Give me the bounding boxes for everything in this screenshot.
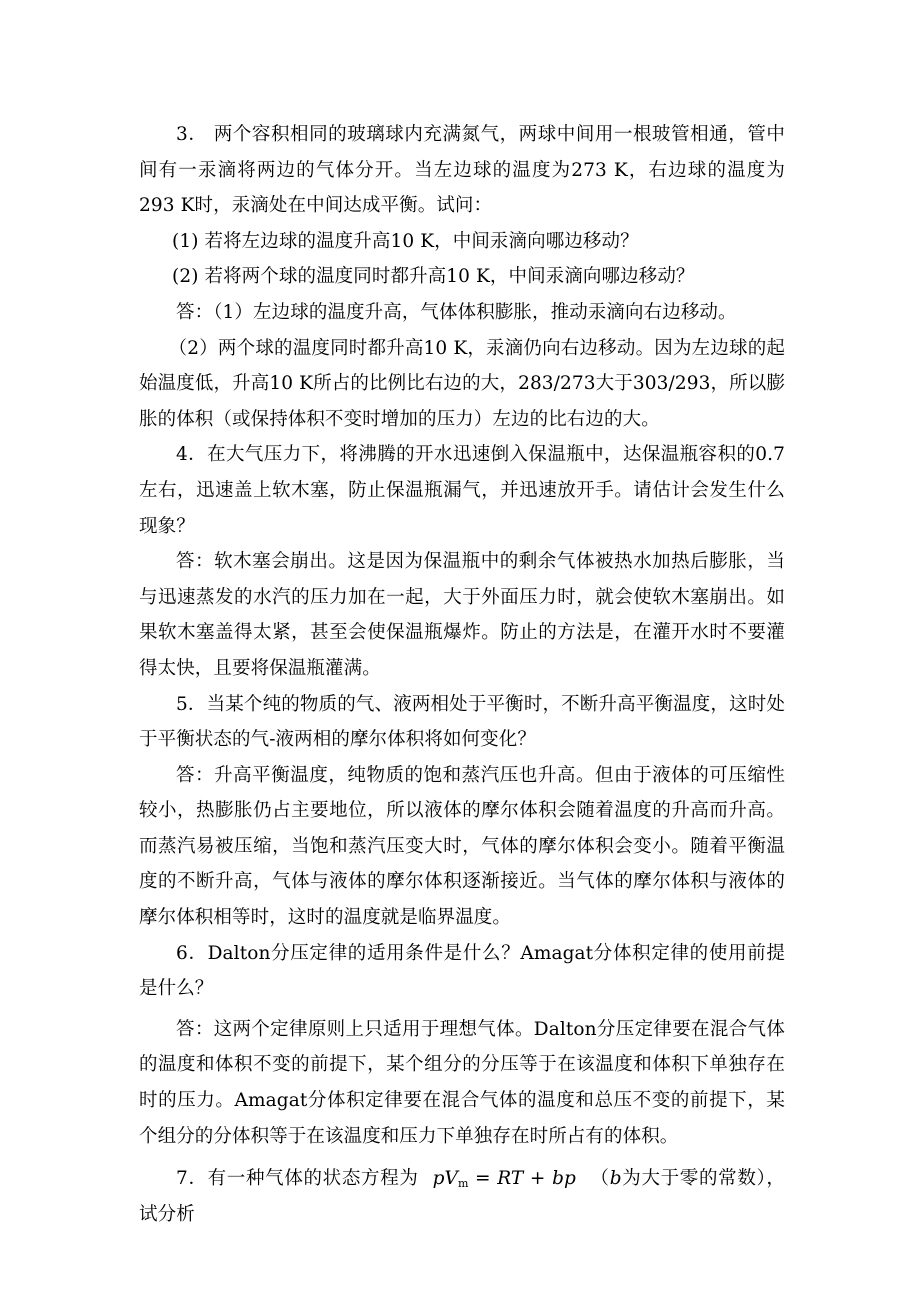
question-3: 3． 两个容积相同的玻璃球内充满氮气，两球中间用一根玻管相通，管中间有一汞滴将两边的气体分开。当左边球的温度为273 K，右边球的温度为293 K时，汞滴处在中间达成平衡。试问： <box>139 124 785 217</box>
constant-b: b <box>609 1168 622 1190</box>
question-5: 5．当某个纯的物质的气、液两相处于平衡时，不断升高平衡温度，这时处于平衡状态的气-液两相的摩尔体积将如何变化？ <box>139 693 785 751</box>
answer-6: 答：这两个定律原则上只适用于理想气体。Dalton分压定律要在混合气体的温度和体积不变的前提下，某个组分的分压等于在该温度和体积下单独存在时的压力。Amagat分体积定律要在混合气体的温度和总压不变的前提下，某个组分的分体积等于在该温度和压力下单独存在时所占有的体积。 <box>139 1018 785 1147</box>
question-7-suffix: 为大于零的常数），试分析 <box>139 1168 786 1225</box>
question-3-sub-1: (1) 若将左边球的温度升高10 K，中间汞滴向哪边移动？ <box>172 230 639 252</box>
answer-5: 答：升高平衡温度，纯物质的饱和蒸汽压也升高。但由于液体的可压缩性较小，热膨胀仍占主要地位，所以液体的摩尔体积会随着温度的升高而升高。而蒸汽易被压缩，当饱和蒸汽压变大时，气体的摩尔体积会变小。随着平衡温度的不断升高，气体与液体的摩尔体积逐渐接近。当气体的摩尔体积与液体的摩尔体积相等时，这时的温度就是临界温度。 <box>139 764 785 929</box>
question-4: 4．在大气压力下，将沸腾的开水迅速倒入保温瓶中，达保温瓶容积的0.7左右，迅速盖上软木塞，防止保温瓶漏气，并迅速放开手。请估计会发生什么现象？ <box>139 444 785 537</box>
answer-3-part-1: 答：（1）左边球的温度升高，气体体积膨胀，推动汞滴向右边移动。 <box>176 301 737 323</box>
question-7-prefix: 7．有一种气体的状态方程为 <box>176 1168 419 1190</box>
question-6: 6．Dalton分压定律的适用条件是什么？Amagat分体积定律的使用前提是什么？ <box>139 942 785 1000</box>
answer-4: 答：软木塞会崩出。这是因为保温瓶中的剩余气体被热水加热后膨胀，当与迅速蒸发的水汽的压力加在一起，大于外面压力时，就会使软木塞崩出。如果软木塞盖得太紧，甚至会使保温瓶爆炸。防止的方法是，在灌开水时不要灌得太快，且要将保温瓶灌满。 <box>139 551 785 679</box>
document-body <box>139 117 785 1232</box>
answer-3-part-2: （2）两个球的温度同时都升高10 K，汞滴仍向右边移动。因为左边球的起始温度低，升高10 K所占的比例比右边的大，283/273大于303/293，所以膨胀的体积（或保持体积不变时增加的压力）左边的比右边的大。 <box>139 337 785 430</box>
state-equation-formula: $pV_m$ = RT + bp <box>432 1168 576 1191</box>
question-3-sub-2: (2) 若将两个球的温度同时都升高10 K，中间汞滴向哪边移动？ <box>172 266 695 288</box>
question-7: 7．有一种气体的状态方程为 $pV_m$ = RT + bp （b为大于零的常数），试分析 <box>139 1168 786 1225</box>
